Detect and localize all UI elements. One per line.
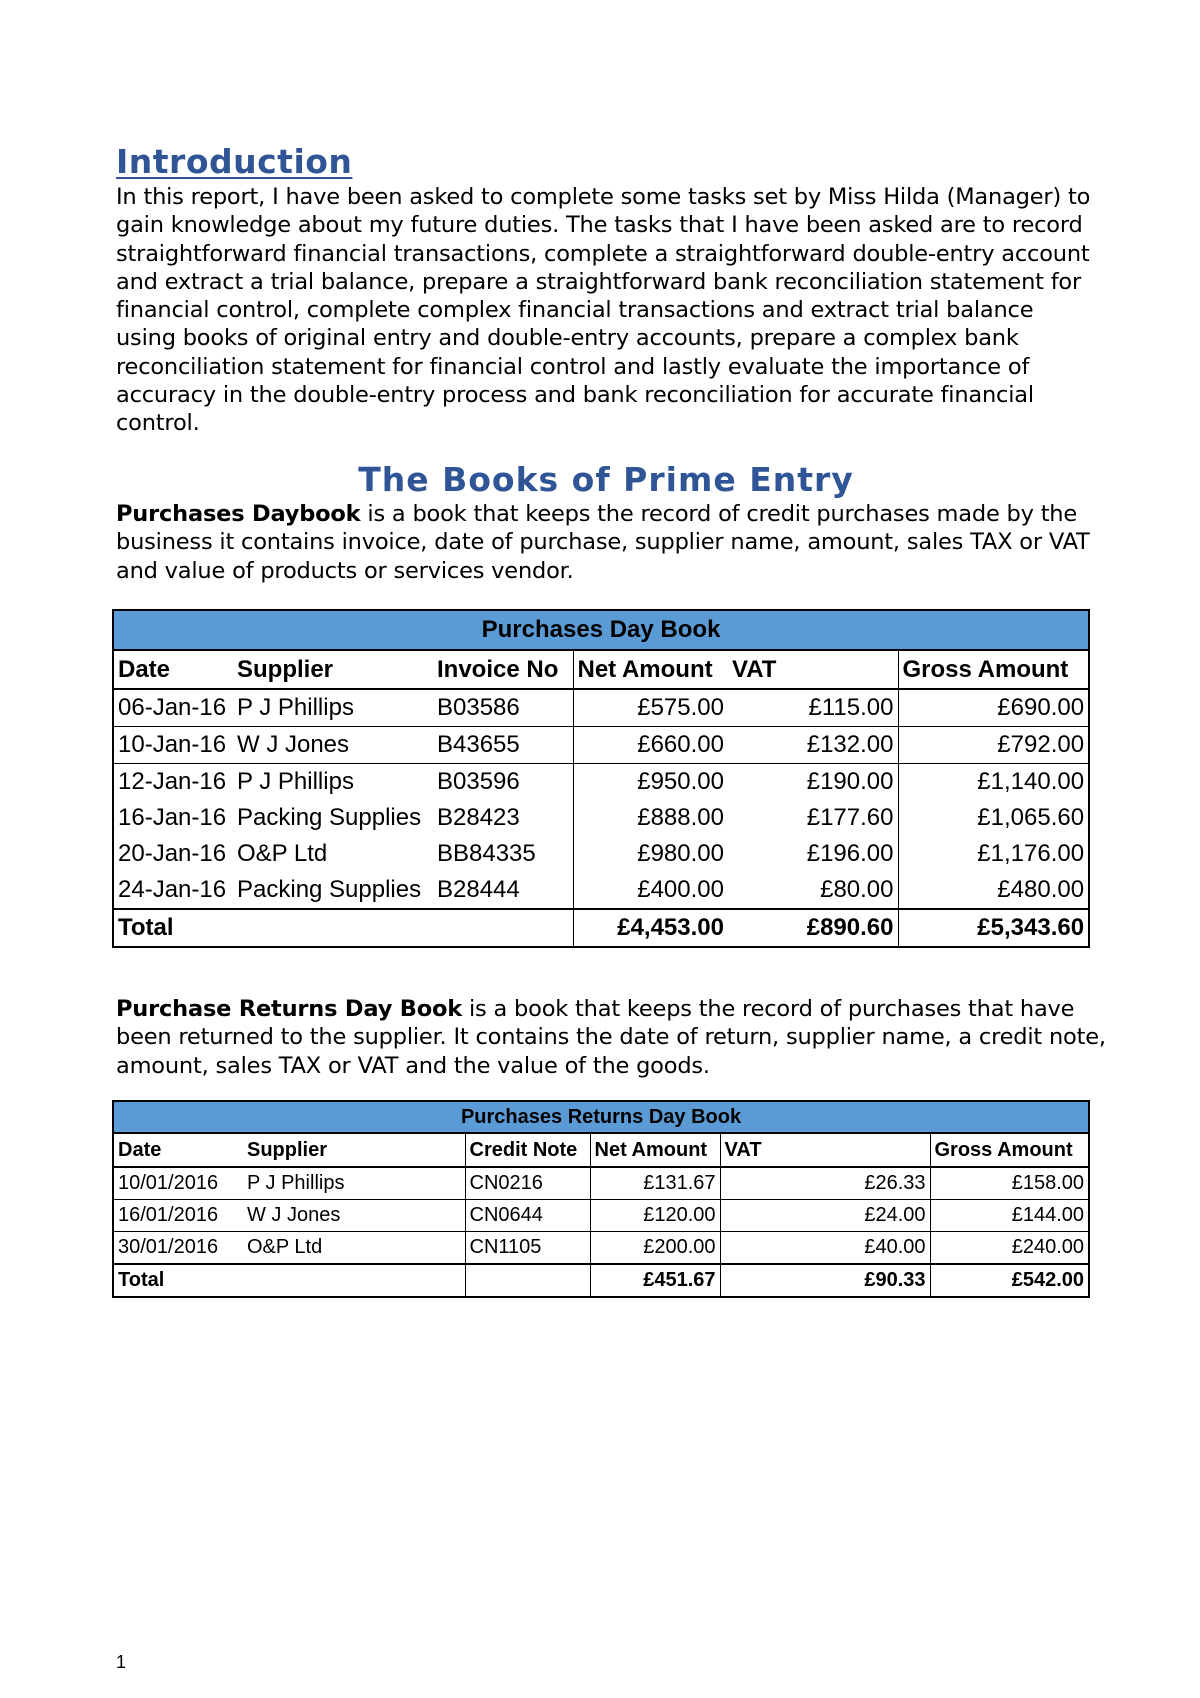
purchase-returns-paragraph	[116, 995, 1106, 1080]
total-gross: £5,343.60	[898, 909, 1089, 947]
date-cell: 06-Jan-16	[113, 689, 233, 727]
purchases-returns-day-book-table	[112, 1100, 1090, 1298]
column-header: Credit Note	[465, 1133, 590, 1167]
supplier-cell: P J Phillips	[237, 768, 354, 795]
table-title: Purchases Day Book	[113, 610, 1089, 650]
purchase-returns-term: Purchase Returns Day Book	[116, 996, 463, 1022]
invoice-cell: B43655	[433, 727, 573, 764]
total-vat: £90.33	[720, 1264, 930, 1297]
vat-cell: £132.00	[728, 727, 898, 764]
total-empty-cell	[465, 1264, 590, 1297]
supplier-cell: O&P Ltd	[243, 1232, 465, 1265]
supplier-cell: P J Phillips	[233, 689, 433, 727]
table-title: Purchases Returns Day Book	[113, 1101, 1089, 1133]
column-header: Date	[113, 1133, 243, 1167]
table-row	[113, 836, 1089, 872]
total-label: Total	[113, 1264, 465, 1297]
table-header-row	[113, 650, 1089, 689]
supplier-cell: P J Phillips	[243, 1167, 465, 1200]
table-row	[113, 727, 1089, 764]
purchases-daybook-paragraph	[116, 500, 1106, 585]
gross-amount-cell: £1,065.60	[898, 800, 1089, 836]
date-cell: 12-Jan-16	[118, 768, 227, 795]
purchases-day-book-table	[112, 609, 1090, 948]
column-header: Invoice No	[433, 650, 573, 689]
date-cell: 16/01/2016	[113, 1200, 243, 1232]
invoice-cell: B28423	[437, 804, 520, 831]
purchase-returns-description: is a book that keeps the record of purchases that have been returned to the supplier. It contains the date of return, supplier name, a credit note, amount, sales TAX or VAT and the value of the goods.	[116, 996, 1106, 1079]
table-row	[113, 1232, 1089, 1265]
column-header: Gross Amount	[898, 650, 1089, 689]
page-number: 1	[116, 1652, 127, 1672]
total-label: Total	[113, 909, 573, 947]
credit-note-cell: CN0644	[465, 1200, 590, 1232]
supplier-cell: O&P Ltd	[237, 840, 328, 867]
gross-amount-cell: £792.00	[898, 727, 1089, 764]
gross-amount-cell: £1,140.00	[898, 764, 1089, 801]
table-row	[113, 1167, 1089, 1200]
table-header-row	[113, 1133, 1089, 1167]
gross-amount-cell: £690.00	[898, 689, 1089, 727]
vat-cell: £24.00	[720, 1200, 930, 1232]
purchases-daybook-term: Purchases Daybook	[116, 501, 361, 527]
table-row	[113, 1200, 1089, 1232]
vat-cell: £40.00	[720, 1232, 930, 1265]
table-total-row	[113, 1264, 1089, 1297]
gross-amount-cell: £240.00	[930, 1232, 1089, 1265]
date-cell: 30/01/2016	[113, 1232, 243, 1265]
net-amount-cell: £400.00	[573, 872, 728, 909]
column-header: Net Amount	[590, 1133, 720, 1167]
column-header: Supplier	[233, 650, 433, 689]
supplier-cell: W J Jones	[233, 727, 433, 764]
net-amount-cell: £575.00	[573, 689, 728, 727]
column-header: VAT	[720, 1133, 930, 1167]
gross-amount-cell: £158.00	[930, 1167, 1089, 1200]
vat-cell: £26.33	[720, 1167, 930, 1200]
vat-cell: £196.00	[806, 840, 894, 867]
column-header: Net Amount	[573, 650, 728, 689]
net-amount-cell: £950.00	[573, 764, 728, 801]
date-cell: 24-Jan-16	[118, 876, 227, 903]
supplier-cell: Packing Supplies	[237, 804, 422, 831]
gross-amount-cell: £1,176.00	[898, 836, 1089, 872]
books-heading: The Books of Prime Entry	[358, 460, 854, 499]
net-amount-cell: £120.00	[590, 1200, 720, 1232]
vat-cell: £177.60	[806, 804, 894, 831]
total-net: £451.67	[590, 1264, 720, 1297]
intro-heading: Introduction	[116, 142, 353, 181]
credit-note-cell: CN0216	[465, 1167, 590, 1200]
credit-note-cell: CN1105	[465, 1232, 590, 1265]
gross-amount-cell: £144.00	[930, 1200, 1089, 1232]
table-row	[113, 800, 1089, 836]
vat-cell: £190.00	[806, 768, 894, 795]
vat-cell: £80.00	[820, 876, 894, 903]
date-cell: 20-Jan-16	[118, 840, 227, 867]
column-header: Gross Amount	[930, 1133, 1089, 1167]
total-gross: £542.00	[930, 1264, 1089, 1297]
table-row	[113, 764, 1089, 801]
total-net: £4,453.00	[573, 909, 728, 947]
total-vat: £890.60	[728, 909, 898, 947]
purchases-daybook-description: is a book that keeps the record of credit purchases made by the business it contains invoice, date of purchase, supplier name, amount, sales TAX or VAT and value of products or services vendor.	[116, 501, 1090, 584]
net-amount-cell: £888.00	[573, 800, 728, 836]
column-header: VAT	[728, 650, 898, 689]
net-amount-cell: £980.00	[573, 836, 728, 872]
column-header: Date	[113, 650, 233, 689]
column-header: Supplier	[243, 1133, 465, 1167]
date-cell: 10-Jan-16	[113, 727, 233, 764]
table-total-row	[113, 909, 1089, 947]
net-amount-cell: £200.00	[590, 1232, 720, 1265]
invoice-cell: B03586	[433, 689, 573, 727]
supplier-cell: W J Jones	[243, 1200, 465, 1232]
table-row	[113, 689, 1089, 727]
table-row	[113, 872, 1089, 909]
intro-paragraph: In this report, I have been asked to complete some tasks set by Miss Hilda (Manager) to gain knowledge about my future duties. The tasks that I have been asked are to record straightforward financial transactions, complete a straightforward double-entry account and extract a trial balance, prepare a straightforward bank reconciliation statement for financial control, complete complex financial transactions and extract trial balance using books of original entry and double-entry accounts, prepare a complex bank reconciliation statement for financial control and lastly evaluate the importance of accuracy in the double-entry process and bank reconciliation for accurate financial control.	[116, 184, 1091, 437]
invoice-cell: B03596	[437, 768, 520, 795]
invoice-cell: BB84335	[437, 840, 536, 867]
date-cell: 16-Jan-16	[118, 804, 227, 831]
gross-amount-cell: £480.00	[898, 872, 1089, 909]
invoice-cell: B28444	[437, 876, 520, 903]
vat-cell: £115.00	[728, 689, 898, 727]
supplier-cell: Packing Supplies	[237, 876, 422, 903]
net-amount-cell: £131.67	[590, 1167, 720, 1200]
date-cell: 10/01/2016	[113, 1167, 243, 1200]
net-amount-cell: £660.00	[573, 727, 728, 764]
